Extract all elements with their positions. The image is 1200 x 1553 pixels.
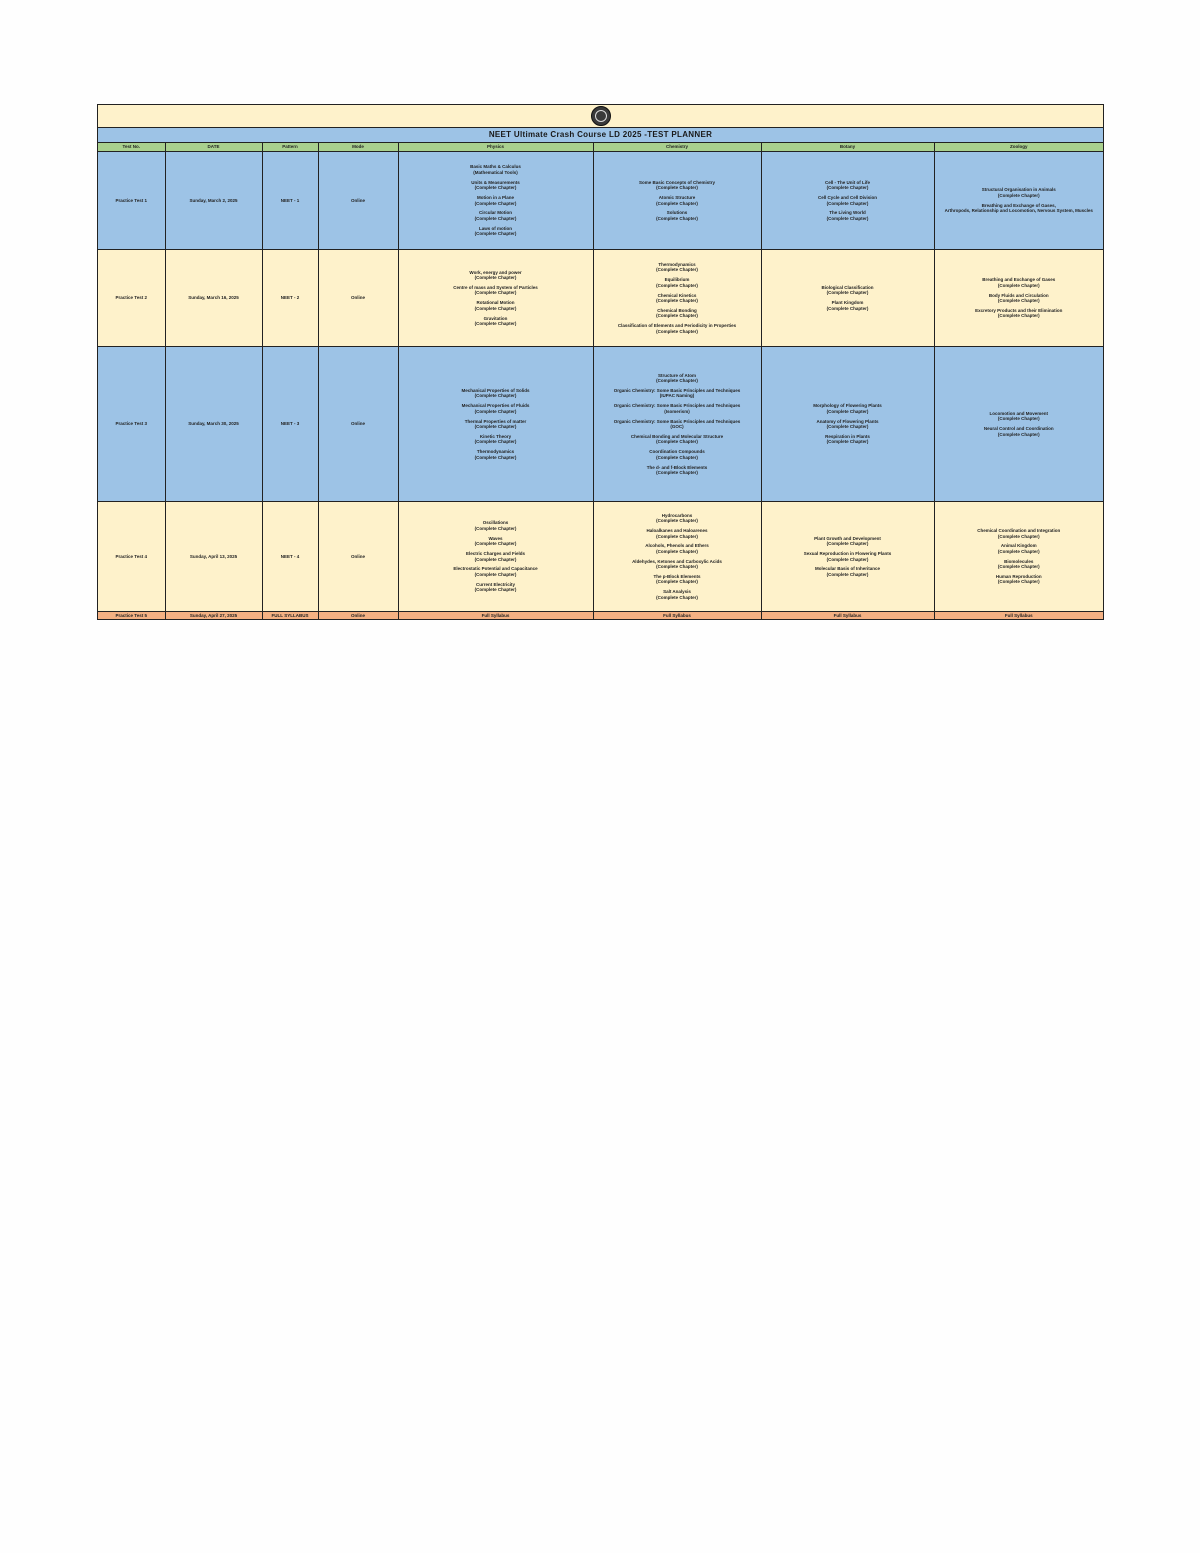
botany-topic [764,566,932,577]
cell-botany [761,250,934,347]
topic-title: The d- and f-Block Elements [646,464,708,470]
topic-title: Breathing and Exchange of Gases [982,277,1056,283]
topic-title: Waves [488,535,503,541]
planner-body [98,152,1103,620]
topic-scope: (Complete Chapter) [656,533,698,539]
topic-scope: (Complete Chapter) [656,378,698,384]
cell-physics [398,250,593,347]
topic-title: Thermodynamics [476,449,515,455]
topic-title: Classification of Elements and Periodicity in Properties [617,323,737,329]
topic-scope: (Complete Chapter) [474,525,517,531]
topic-title: Plant Kingdom [831,300,864,306]
topic-scope: (Complete Chapter) [656,579,698,585]
topic-title: Organic Chemistry: Some Basic Principles and Techniques [613,418,741,424]
topic-scope: (Complete Chapter) [656,454,698,460]
topic-title: Neural Control and Coordination [983,426,1054,432]
topic-scope: (Complete Chapter) [656,282,698,288]
topic-scope: (Complete Chapter) [826,571,869,577]
physics-topic [401,582,591,593]
topic-title: Units & Measurements [471,179,520,185]
topic-scope: (Complete Chapter) [997,533,1040,539]
physics-topic [401,566,591,577]
chemistry-topic [596,180,759,191]
botany-topic [764,551,932,562]
header-zoology: Zoology [934,143,1103,152]
planner-title: NEET Ultimate Crash Course LD 2025 -TEST PLANNER [98,128,1103,143]
topic-scope: (Complete Chapter) [474,408,517,414]
header-botany: Botany [761,143,934,152]
cell-physics [398,347,593,502]
topic-scope: (Mathematical Tools) [473,169,518,175]
topic-title: Motion in a Plane [476,195,514,201]
chemistry-topic [596,277,759,288]
physics-topic [401,403,591,414]
topic-scope: (Complete Chapter) [997,579,1040,585]
cell-date: Sunday, March 2, 2025 [165,152,262,250]
topic-scope: (Complete Chapter) [474,439,517,445]
brand-logo-icon [591,106,611,126]
chemistry-topic [596,210,759,221]
topic-title: Basic Maths & Calculus [470,164,521,170]
cell-date: Sunday, March 16, 2025 [165,250,262,347]
topic-title: Work, energy and power [469,269,522,275]
topic-title: Rotational Motion [476,300,515,306]
cell-mode: Online [318,502,398,612]
physics-topic [401,434,591,445]
cell-pattern: NEET - 2 [262,250,318,347]
cell-chemistry [593,152,761,250]
physics-topic [401,551,591,562]
physics-topic [401,316,591,327]
cell-mode: Online [318,152,398,250]
topic-scope: (Complete Chapter) [826,200,869,206]
topic-scope: (Complete Chapter) [474,424,517,429]
topic-title: Human Reproduction [995,574,1042,580]
cell-test-no: Practice Test 4 [98,502,165,612]
cell-date: Sunday, April 27, 2025 [165,612,262,620]
physics-topic [401,520,591,531]
topic-title: Biomolecules [1004,558,1034,564]
topic-scope: (Complete Chapter) [997,548,1040,554]
header-pattern: Pattern [262,143,318,152]
cell-physics: Full Syllabus [398,612,593,620]
topic-scope: (Complete Chapter) [826,541,869,547]
topic-scope: (Complete Chapter) [656,469,698,475]
topic-title: Thermal Properties of matter [464,418,527,424]
cell-zoology [934,152,1103,250]
botany-topic [764,285,932,296]
cell-chemistry [593,250,761,347]
topic-title: Kinetic Theory [479,433,512,439]
table-row-final [98,612,1103,620]
topic-scope: (Complete Chapter) [997,282,1040,288]
physics-topic [401,226,591,237]
chemistry-topic [596,419,759,430]
topic-title: Solutions [666,210,688,216]
topic-scope: (GOC) [670,424,684,429]
zoology-topic [937,559,1102,570]
botany-topic [764,419,932,430]
physics-topic [401,536,591,547]
topic-title: Structure of Atom [657,372,697,378]
topic-title: Electric Charges and Fields [465,551,526,557]
topic-title: Chemical Bonding and Molecular Structure [630,433,724,439]
table-row [98,250,1103,347]
physics-topic [401,300,591,311]
botany-topic [764,536,932,547]
topic-scope: (Complete Chapter) [826,305,869,311]
header-row [98,143,1103,152]
cell-chemistry: Full Syllabus [593,612,761,620]
chemistry-topic [596,388,759,399]
zoology-topic [937,411,1102,422]
topic-title: Organic Chemistry: Some Basic Principles and Techniques [613,387,741,393]
cell-chemistry [593,502,761,612]
topic-title: Animal Kingdom [1000,543,1037,549]
topic-scope: (Complete Chapter) [656,564,698,570]
botany-topic [764,300,932,311]
topic-title: Cell - The Unit of Life [825,179,870,185]
header-mode: Mode [318,143,398,152]
cell-zoology: Full Syllabus [934,612,1103,620]
topic-title: Laws of motion [479,225,512,231]
cell-botany [761,502,934,612]
cell-zoology [934,250,1103,347]
topic-title: Mechanical Properties of Fluids [461,403,530,409]
cell-botany: Full Syllabus [761,612,934,620]
physics-topic [401,195,591,206]
topic-title: Aldehydes, Ketones and Carboxylic Acids [632,558,722,564]
topic-scope: (Complete Chapter) [656,548,698,554]
chemistry-topic [596,449,759,460]
topic-title: Anatomy of Flowering Plants [816,418,879,424]
cell-date: Sunday, April 13, 2025 [165,502,262,612]
topic-scope: (Complete Chapter) [474,393,517,399]
botany-topic [764,210,932,221]
physics-topic [401,210,591,221]
topic-title: Electrostatic Potential and Capacitance [453,566,538,572]
physics-topic [401,164,591,175]
topic-scope: (Complete Chapter) [474,556,517,562]
cell-mode: Online [318,347,398,502]
topic-title: Chemical Bonding [657,307,697,313]
topic-scope: (Complete Chapter) [474,215,517,221]
topic-title: Circular Motion [478,210,512,216]
topic-scope: (Complete Chapter) [997,416,1040,422]
topic-scope: (Complete Chapter) [656,185,698,191]
chemistry-topic [596,323,759,334]
topic-title: Salt Analysis [663,589,691,595]
topic-title: Some Basic Concepts of Chemistry [638,179,716,185]
topic-scope: (Complete Chapter) [474,231,517,237]
topic-scope: (Complete Chapter) [826,185,869,191]
topic-scope: (Complete Chapter) [826,290,869,296]
topic-scope: (Complete Chapter) [826,556,869,562]
cell-zoology [934,347,1103,502]
topic-title: Gravitation [483,315,508,321]
cell-test-no: Practice Test 5 [98,612,165,620]
zoology-topic [937,528,1102,539]
topic-scope: (Complete Chapter) [826,408,869,414]
chemistry-topic [596,559,759,570]
topic-title: Biological Classification [821,284,874,290]
topic-scope: (Complete Chapter) [656,328,698,334]
topic-scope: (Complete Chapter) [656,518,698,524]
cell-test-no: Practice Test 2 [98,250,165,347]
topic-scope: (Complete Chapter) [826,215,869,221]
topic-title: Body Fluids and Circulation [988,292,1049,298]
chemistry-topic [596,293,759,304]
topic-title: Sexual Reproduction in Flowering Plants [803,551,892,557]
topic-scope: (Complete Chapter) [474,290,517,296]
chemistry-topic [596,403,759,414]
zoology-topic [937,277,1102,288]
cell-botany [761,152,934,250]
topic-scope: (Complete Chapter) [474,275,517,281]
topic-scope: (Complete Chapter) [997,192,1040,198]
cell-pattern: FULL SYLLABUS [262,612,318,620]
table-row [98,502,1103,612]
topic-scope: (Complete Chapter) [997,298,1040,303]
topic-title: Oscillations [482,520,509,526]
topic-title: Coordination Compounds [649,449,705,455]
chemistry-topic [596,589,759,600]
cell-physics [398,152,593,250]
topic-title: The Living World [829,210,866,216]
table-row [98,347,1103,502]
botany-topic [764,434,932,445]
zoology-topic [937,574,1102,585]
topic-scope: Arthropods, Relationship and Locomotion, Nervous System, Muscles [944,208,1093,214]
chemistry-topic [596,513,759,524]
topic-scope: (Complete Chapter) [474,454,517,460]
table-row [98,152,1103,250]
chemistry-topic [596,574,759,585]
chemistry-topic [596,528,759,539]
topic-scope: (Complete Chapter) [997,564,1040,570]
cell-mode: Online [318,612,398,620]
topic-title: Plant Growth and Development [814,535,881,541]
topic-scope: (Complete Chapter) [474,200,517,206]
topic-scope: (Complete Chapter) [474,571,517,577]
physics-topic [401,180,591,191]
cell-test-no: Practice Test 1 [98,152,165,250]
topic-scope: (Complete Chapter) [826,439,869,445]
topic-scope: (Complete Chapter) [656,200,698,206]
chemistry-topic [596,195,759,206]
physics-topic [401,285,591,296]
topic-title: Molecular Basis of Inheritance [814,566,881,572]
topic-scope: (Complete Chapter) [474,587,517,593]
chemistry-topic [596,262,759,273]
topic-title: Respiration in Plants [825,433,870,439]
topic-scope: (Complete Chapter) [656,313,698,319]
cell-pattern: NEET - 3 [262,347,318,502]
topic-title: Breathing and Exchange of Gases, [981,202,1056,208]
cell-chemistry [593,347,761,502]
physics-topic [401,270,591,281]
header-physics: Physics [398,143,593,152]
test-planner-sheet [97,104,1104,620]
topic-scope: (Complete Chapter) [474,320,517,326]
header-chemistry: Chemistry [593,143,761,152]
topic-title: Morphology of Flowering Plants [813,403,882,409]
topic-scope: (Complete Chapter) [656,594,698,600]
topic-scope: (Complete Chapter) [474,305,517,311]
cell-zoology [934,502,1103,612]
chemistry-topic [596,308,759,319]
physics-topic [401,419,591,430]
botany-topic [764,403,932,414]
logo-banner [98,105,1103,128]
topic-title: Atomic Structure [658,195,696,201]
physics-topic [401,388,591,399]
cell-physics [398,502,593,612]
topic-title: Excretory Products and their Elimination [975,307,1063,313]
physics-topic [401,449,591,460]
zoology-topic [937,187,1102,198]
cell-test-no: Practice Test 3 [98,347,165,502]
topic-scope: (Complete Chapter) [656,439,698,445]
topic-title: Structural Organisation in Animals [981,187,1056,193]
topic-title: Alcohols, Phenols and Ethers [645,543,709,549]
botany-topic [764,180,932,191]
topic-title: Equilibrium [664,277,690,283]
chemistry-topic [596,373,759,384]
topic-scope: (Complete Chapter) [656,298,698,303]
topic-scope: (IUPAC Naming) [659,393,695,399]
planner-table [98,143,1103,619]
topic-scope: (Complete Chapter) [474,185,517,191]
topic-title: Chemical Kinetics [657,292,697,298]
cell-mode: Online [318,250,398,347]
topic-title: Thermodynamics [658,261,696,267]
topic-title: Centre of mass and System of Particles [453,284,538,290]
botany-topic [764,195,932,206]
topic-title: Locomotion and Movement [989,410,1048,416]
zoology-topic [937,203,1102,214]
topic-scope: (Complete Chapter) [656,267,698,273]
topic-title: Hydrocarbons [661,512,693,518]
zoology-topic [937,426,1102,437]
topic-scope: (Isomerism) [664,408,690,414]
zoology-topic [937,308,1102,319]
cell-date: Sunday, March 30, 2025 [165,347,262,502]
zoology-topic [937,293,1102,304]
topic-title: Cell Cycle and Cell Division [817,195,878,201]
chemistry-topic [596,543,759,554]
topic-scope: (Complete Chapter) [826,424,869,429]
topic-title: Haloalkanes and Haloarenes [646,528,708,534]
cell-botany [761,347,934,502]
topic-title: Current Electricity [475,581,515,587]
topic-scope: (Complete Chapter) [997,313,1040,319]
cell-pattern: NEET - 4 [262,502,318,612]
header-date: DATE [165,143,262,152]
topic-title: Mechanical Properties of Solids [461,387,530,393]
chemistry-topic [596,465,759,476]
header-test-no: Test No. [98,143,165,152]
topic-title: Chemical Coordination and Integration [977,528,1061,534]
topic-scope: (Complete Chapter) [997,431,1040,437]
topic-scope: (Complete Chapter) [474,541,517,547]
zoology-topic [937,543,1102,554]
cell-pattern: NEET - 1 [262,152,318,250]
topic-title: The p-Block Elements [653,574,701,580]
topic-scope: (Complete Chapter) [656,215,698,221]
chemistry-topic [596,434,759,445]
topic-title: Organic Chemistry: Some Basic Principles and Techniques [613,403,741,409]
